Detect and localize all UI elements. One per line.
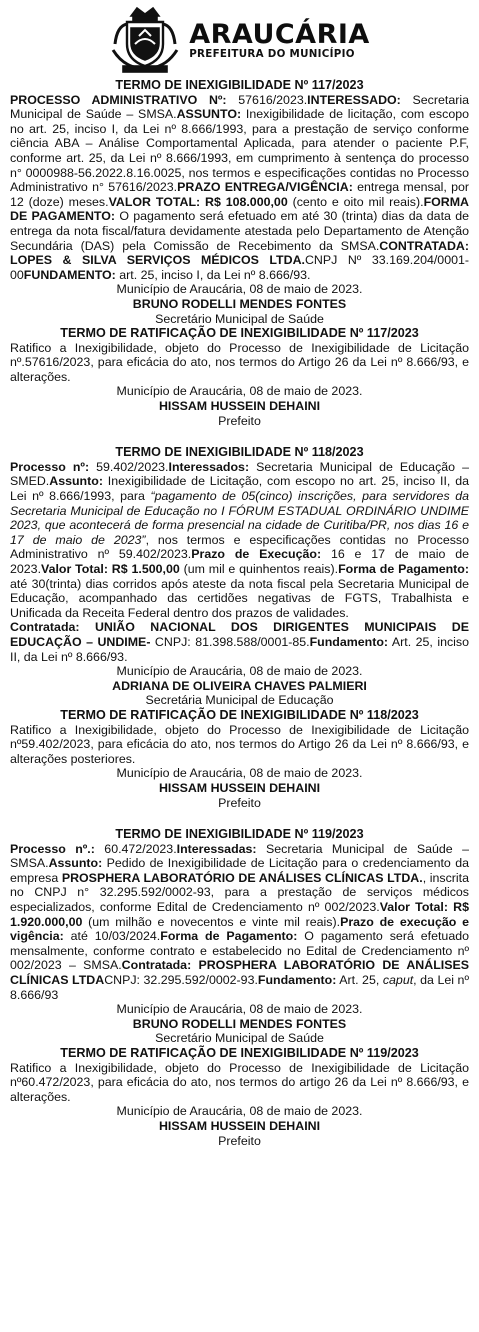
value-prazo: entrega mensal, por 12 (doze) meses.	[10, 180, 469, 209]
ratificacao-118-text: Ratifico a Inexigibilidade, objeto do Processo de Inexigibilidade de Licitação nº59.402/2023, para eficácia do ato, nos termos do Artigo 26 da Lei nº 8.666/93, e alterações posteriores.	[10, 722, 469, 766]
value-fundamento-caput: caput	[382, 973, 414, 988]
termo-119-title: TERMO DE INEXIGIBILIDADE Nº 119/2023	[115, 827, 364, 842]
value-assunto: Pedido de Inexigibilidade de Licitação para o credenciamento da empresa	[10, 856, 469, 885]
value-assunto: Inexigibilidade de licitação, com escopo no art. 25, inciso I, da Lei nº 8.666/1993, para a prestação de serviço conforme ciência ABA – Análise Comportamental Aplicada, para atender o paciente P.F, conforme art. 25, da Lei nº 8.666/1993, em cumprimento à sentença do processo n° 0000988-56.2022.8.16.0025, nos termos e especificações contidas no Processo Administrativo n° 57616/2023.	[10, 107, 469, 195]
label-forma-pagamento: Forma de Pagamento:	[338, 562, 469, 576]
value-assunto-end: , inscrita no CNPJ n° 32.295.592/0002-93, para a prestação de serviços médicos especializados, conforme Edital de Credenciamento nº 002/2023.	[10, 870, 469, 915]
date-line: Município de Araucária, 08 de maio de 2023.	[116, 1104, 363, 1119]
label-fundamento: Fundamento:	[257, 973, 337, 988]
brand-name: ARAUCÁRIA	[189, 18, 370, 50]
value-forma-pagamento: até 30(trinta) dias corridos após ateste da nota fiscal pela Secretaria Municipal de Educação, acompanhado das certidões negativas de FGTS, Trabalhista e Unificada da Receita Federal dentro dos prazos de validades.	[10, 576, 469, 620]
label-interessados: Interessados:	[168, 459, 250, 474]
value-prazo: até 10/03/2024.	[63, 929, 161, 944]
date-line: Município de Araucária, 08 de maio de 2023.	[116, 282, 363, 297]
signer-name: ADRIANA DE OLIVEIRA CHAVES PALMIERI	[112, 678, 367, 693]
ratificacao-117-title: TERMO DE RATIFICAÇÃO DE INEXIGIBILIDADE Nº 117/2023	[60, 326, 419, 341]
signer-role: Prefeito	[218, 795, 261, 810]
value-fundamento: Art. 25, inciso II, da Lei nº 8.666/93.	[10, 634, 469, 664]
label-assunto: Assunto:	[49, 474, 103, 489]
value-empresa: PROSPHERA LABORATÓRIO DE ANÁLISES CLÍNICAS LTDA.	[61, 870, 423, 885]
termo-117-title: TERMO DE INEXIGIBILIDADE Nº 117/2023	[115, 78, 364, 92]
section-gap	[10, 428, 469, 445]
signer-role: Prefeito	[218, 413, 261, 428]
value-contratada: CNPJ Nº 33.169.204/0001-00	[10, 253, 469, 282]
signer-name: BRUNO RODELLI MENDES FONTES	[132, 296, 347, 311]
ratificacao-117-text: Ratifico a Inexigibilidade, objeto do Processo de Inexigibilidade de Licitação nº.57616/2023, para eficácia do ato, nos termos do Artigo 26 da Lei nº 8.666/93, e alterações.	[10, 340, 469, 384]
date-line: Município de Araucária, 08 de maio de 2023.	[116, 1002, 363, 1017]
signer-role: Secretário Municipal de Saúde	[155, 311, 324, 326]
label-valor: Valor Total: R$ 1.500,00	[41, 562, 180, 576]
value-interessado: Secretaria Municipal de Saúde – SMSA.	[10, 92, 469, 122]
label-valor: Valor Total: R$ 1.920.000,00	[10, 900, 469, 929]
label-fundamento: Fundamento:	[309, 634, 389, 649]
masthead	[10, 0, 469, 78]
label-assunto: ASSUNTO:	[176, 107, 242, 122]
termo-118	[10, 445, 469, 810]
label-forma-pagamento: Forma de Pagamento:	[160, 929, 298, 944]
label-fundamento: FUNDAMENTO:	[23, 267, 116, 282]
value-forma-pagamento: O pagamento será efetuado mensalmente, conforme contrato e estabelecido no Edital de Credenciamento nº 002/2023 – SMSA.	[10, 929, 469, 973]
label-prazo: PRAZO ENTREGA/VIGÊNCIA:	[177, 180, 353, 195]
value-processo: 60.472/2023.	[94, 841, 177, 856]
signer-name: HISSAM HUSSEIN DEHAINI	[158, 780, 321, 795]
value-forma-pagamento: O pagamento será efetuado em até 30 (trinta) dias da data de entrega da nota fiscal/fatura devidamente atestada pelo Departamento de Atenção Secundária (DAS) pela Comissão de Recebimento da SMSA.	[10, 209, 469, 253]
label-forma-pagamento: FORMA DE PAGAMENTO:	[10, 194, 469, 224]
label-valor: VALOR TOTAL: R$ 108.000,00	[108, 194, 288, 209]
value-interessadas: Secretaria Municipal de Saúde – SMSA.	[10, 841, 469, 871]
termo-118-body	[10, 460, 469, 664]
label-contratada: Contratada: UNIÃO NACIONAL DOS DIRIGENTES MUNICIPAIS DE EDUCAÇÃO – UNDIME-	[10, 620, 469, 649]
signer-name: HISSAM HUSSEIN DEHAINI	[158, 1118, 321, 1133]
date-line: Município de Araucária, 08 de maio de 2023.	[116, 384, 363, 399]
signer-role: Prefeito	[218, 1133, 261, 1148]
label-prazo: Prazo de execução e vigência:	[10, 914, 469, 944]
value-fundamento-end: , da Lei nº 8.666/93	[10, 973, 469, 1002]
label-processo: Processo nº.:	[10, 841, 95, 856]
termo-118-title: TERMO DE INEXIGIBILIDADE Nº 118/2023	[115, 445, 364, 460]
date-line: Município de Araucária, 08 de maio de 2023.	[116, 664, 363, 679]
value-processo: 59.402/2023.	[89, 459, 169, 474]
termo-119	[10, 827, 469, 1148]
termo-119-body	[10, 842, 469, 1003]
brand-subtitle: PREFEITURA DO MUNICÍPIO	[189, 47, 355, 60]
label-contratada: Contratada: PROSPHERA LABORATÓRIO DE ANÁLISES CLÍNICAS LTDA	[10, 958, 470, 988]
value-valor: (um mil e quinhentos reais).	[179, 562, 339, 576]
value-processo: 57616/2023.	[226, 92, 308, 107]
ratificacao-118-title: TERMO DE RATIFICAÇÃO DE INEXIGIBILIDADE Nº 118/2023	[60, 707, 419, 722]
label-processo: Processo nº:	[10, 459, 90, 474]
municipal-coat-of-arms-icon	[109, 4, 181, 76]
date-line: Município de Araucária, 08 de maio de 2023.	[116, 766, 363, 781]
value-interessados: Secretaria Municipal de Educação – SMED.	[10, 459, 469, 489]
label-processo: PROCESSO ADMINISTRATIVO Nº:	[10, 92, 227, 107]
ratificacao-119-title: TERMO DE RATIFICAÇÃO DE INEXIGIBILIDADE Nº 119/2023	[60, 1046, 419, 1060]
value-contratada: CNPJ: 32.295.592/0002-93.	[104, 973, 258, 988]
value-prazo: 16 e 17 de maio de 2023.	[10, 547, 469, 576]
value-fundamento: Art. 25,	[336, 973, 383, 988]
value-contratada: CNPJ: 81.398.588/0001-85.	[150, 634, 310, 649]
termo-117-body	[10, 93, 469, 283]
value-fundamento: art. 25, inciso I, da Lei nº 8.666/93.	[115, 267, 311, 282]
value-valor: (cento e oito mil reais).	[287, 194, 424, 209]
signer-role: Secretária Municipal de Educação	[145, 693, 334, 708]
label-contratada: CONTRATADA: LOPES & SILVA SERVIÇOS MÉDICOS LTDA.	[10, 238, 469, 268]
signer-role: Secretário Municipal de Saúde	[155, 1031, 324, 1046]
section-gap	[10, 810, 469, 827]
value-assunto-objeto: “pagamento de 05(cinco) inscrições, para servidores da Secretaria Municipal de Educação no I FÓRUM ESTADUAL ORDINÁRIO UNDIME 2023, que acontecerá de forma presencial na cidade de Curitiba/PR, nos dias 16 e 17 de maio de 2023”	[10, 489, 469, 547]
value-assunto: Inexigibilidade de Licitação, com escopo no art. 25, inciso II, da Lei nº 8.666/1993, para	[10, 474, 469, 504]
value-valor: (um milhão e novecentos e vinte mil reais).	[82, 914, 341, 929]
value-assunto-end: , nos termos e especificações contidas no Processo Administrativo nº 59.402/2023.	[10, 532, 469, 562]
label-interessadas: Interessadas:	[176, 841, 257, 856]
label-interessado: INTERESSADO:	[307, 92, 401, 107]
signer-name: BRUNO RODELLI MENDES FONTES	[132, 1016, 347, 1031]
label-prazo: Prazo de Execução:	[191, 547, 322, 562]
ratificacao-119-text: Ratifico a Inexigibilidade, objeto do Processo de Inexigibilidade de Licitação nº60.472/2023, para eficácia do ato, nos termos do artigo 26 da Lei nº 8.666/93, e alterações.	[10, 1060, 469, 1104]
label-assunto: Assunto:	[48, 856, 103, 871]
termo-117	[10, 78, 469, 428]
signer-name: HISSAM HUSSEIN DEHAINI	[158, 399, 321, 414]
